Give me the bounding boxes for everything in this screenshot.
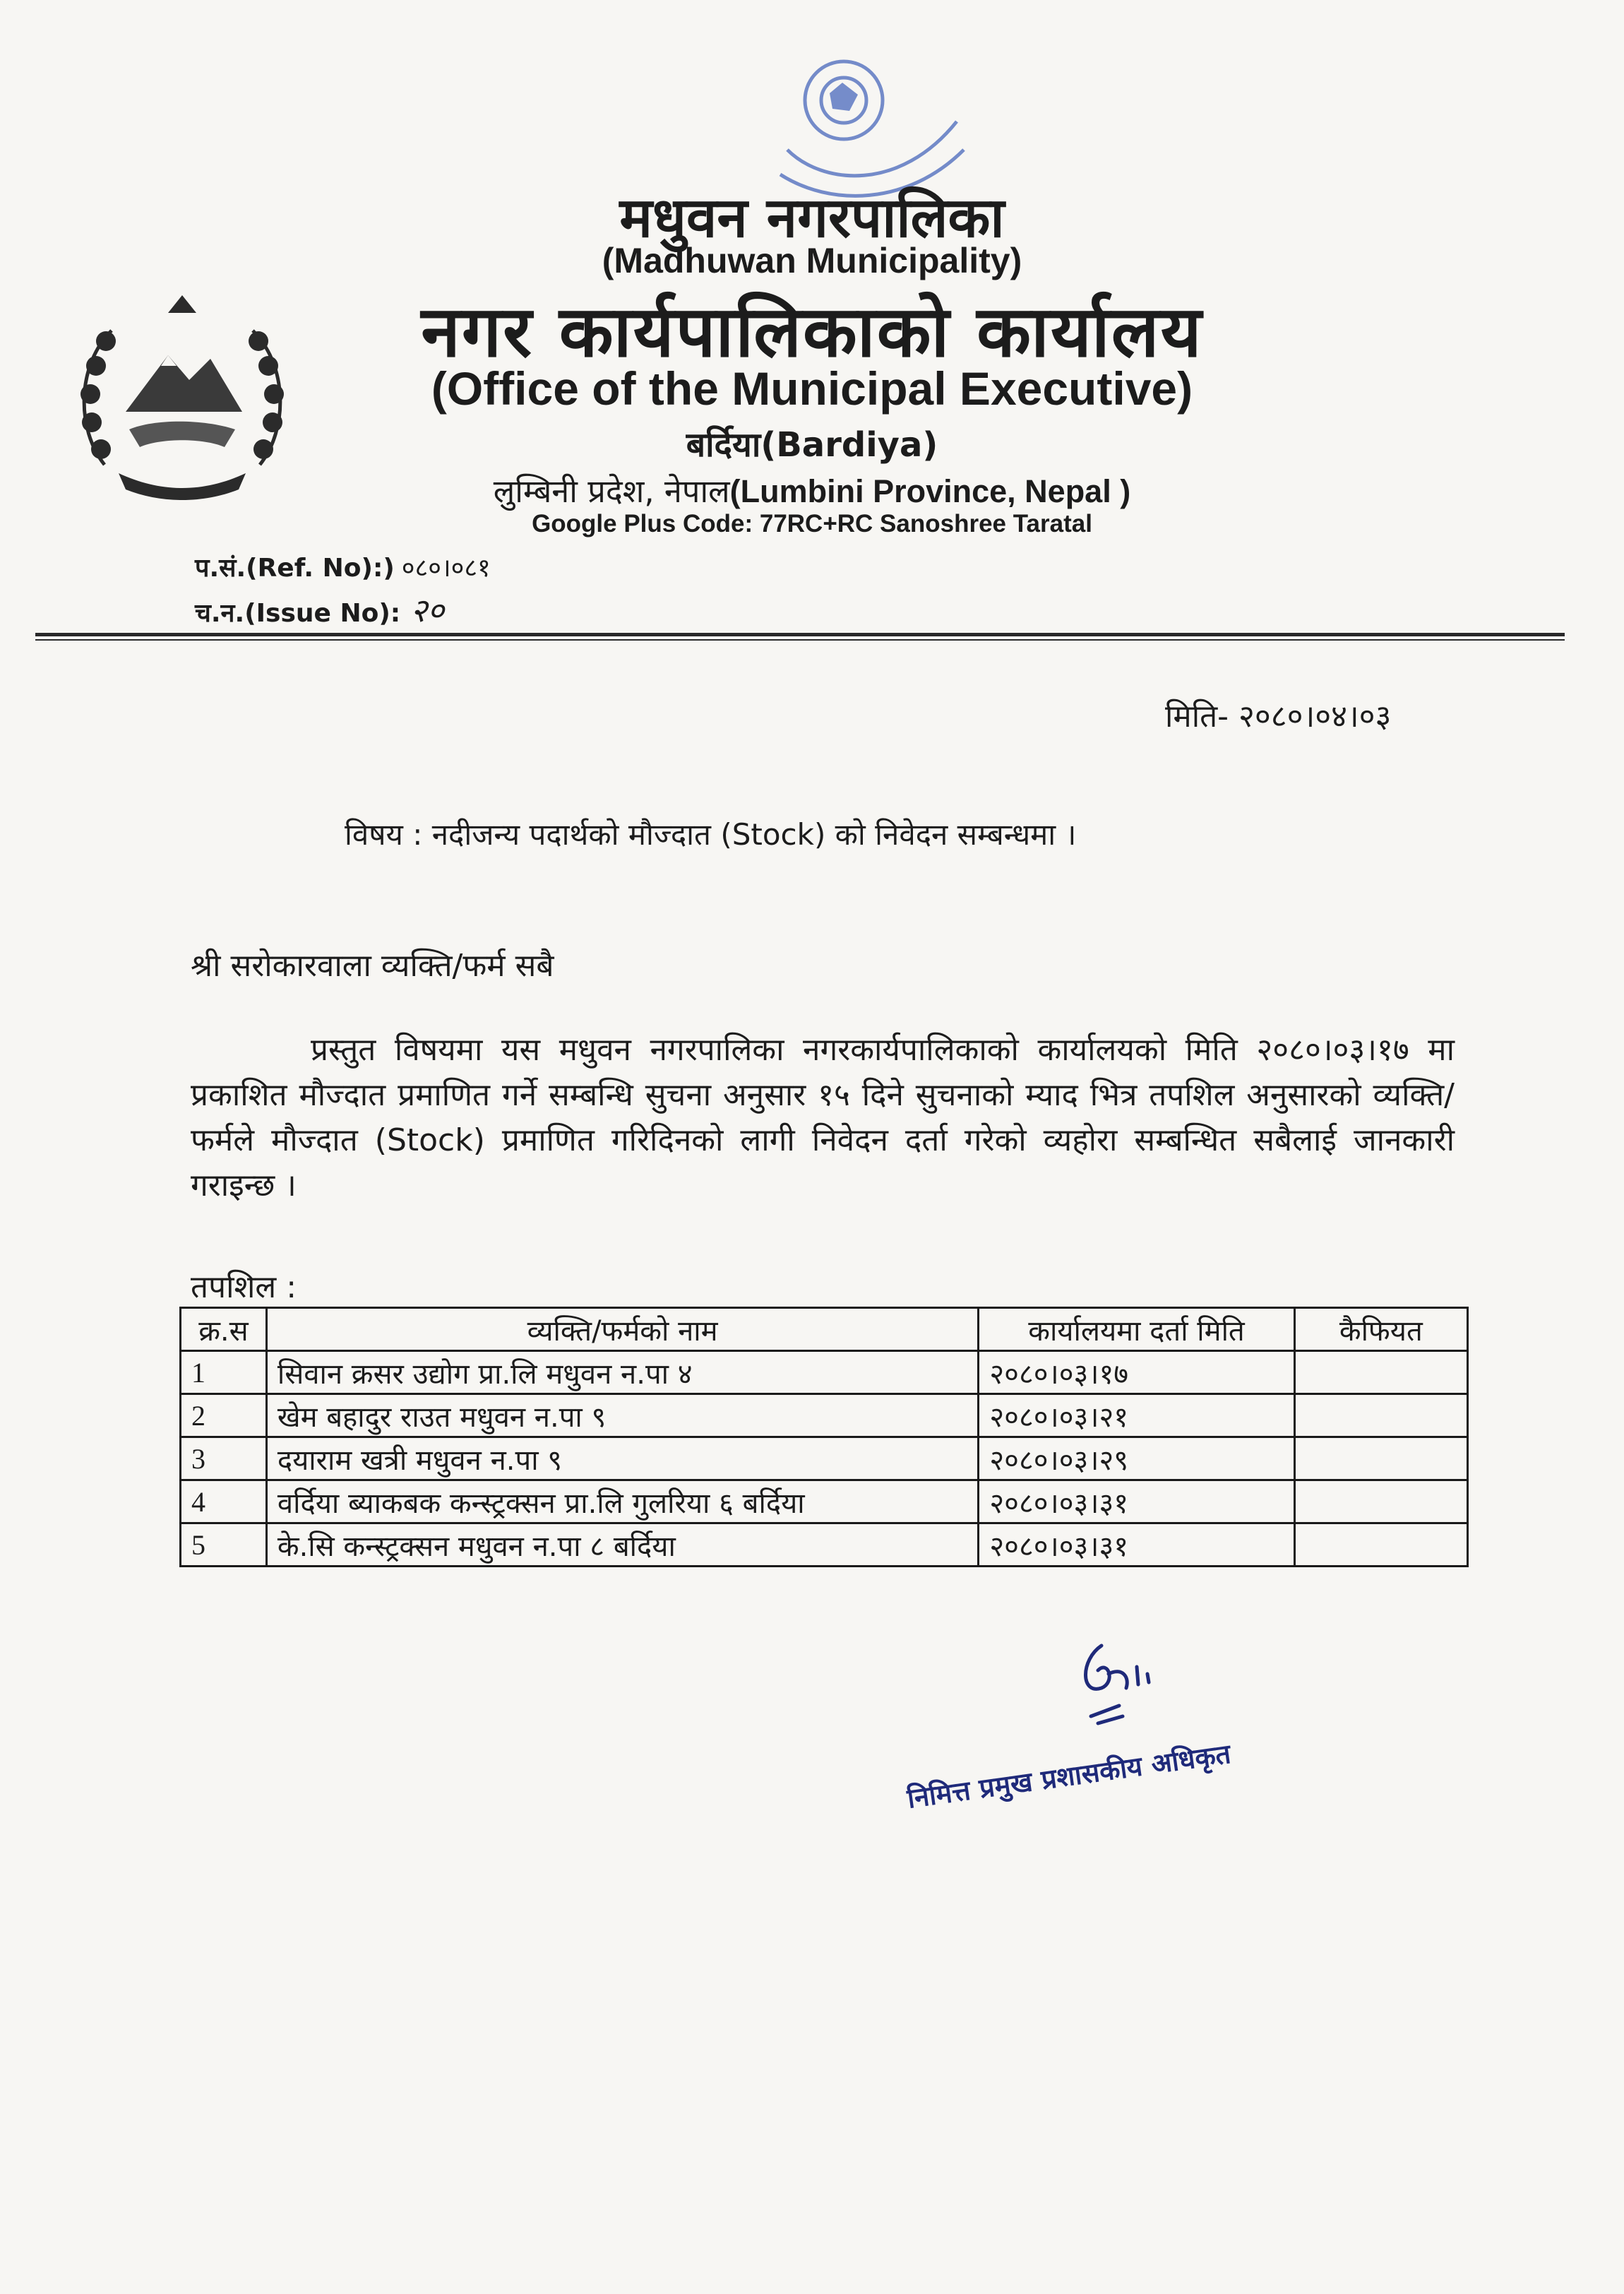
row-date: २०८०।०३।२९ [979, 1437, 1294, 1480]
row-name: सिवान क्रसर उद्योग प्रा.लि मधुवन न.पा ४ [266, 1351, 978, 1394]
row-name: के.सि कन्स्ट्रक्सन मधुवन न.पा ८ बर्दिया [266, 1523, 978, 1567]
row-date: २०८०।०३।१७ [979, 1351, 1294, 1394]
header-divider-thin [35, 639, 1565, 641]
row-remarks [1294, 1351, 1467, 1394]
plus-code: Google Plus Code: 77RC+RC Sanoshree Taratal [532, 510, 1092, 537]
ref-number [195, 549, 491, 584]
district-name: बर्दिया(Bardiya) [686, 425, 938, 465]
office-name-en: (Office of the Municipal Executive) [431, 362, 1193, 415]
row-remarks [1294, 1437, 1467, 1480]
col-reg-date: कार्यालयमा दर्ता मिति [979, 1308, 1294, 1351]
letter-subject: विषय : नदीजन्य पदार्थको मौज्दात (Stock) को निवेदन सम्बन्धमा । [345, 817, 1077, 852]
issue-number [195, 588, 444, 631]
row-remarks [1294, 1523, 1467, 1567]
ref-label: प.सं.(Ref. No):) [195, 554, 395, 583]
row-remarks [1294, 1394, 1467, 1437]
table-row [181, 1351, 1468, 1394]
table-row [181, 1523, 1468, 1567]
row-serial: 5 [181, 1523, 267, 1567]
col-serial: क्र.स [181, 1308, 267, 1351]
row-serial: 1 [181, 1351, 267, 1394]
col-remarks: कैफियत [1294, 1308, 1467, 1351]
province-en: (Lumbini Province, Nepal ) [729, 473, 1131, 509]
office-name-np: नगर कार्यपालिकाको कार्यालय [421, 290, 1203, 373]
row-serial: 3 [181, 1437, 267, 1480]
row-name: खेम बहादुर राउत मधुवन न.पा ९ [266, 1394, 978, 1437]
row-date: २०८०।०३।२१ [979, 1394, 1294, 1437]
municipality-name-en: (Madhuwan Municipality) [602, 241, 1022, 280]
row-serial: 4 [181, 1480, 267, 1523]
letter-date: मिति- २०८०।०४।०३ [1165, 699, 1392, 735]
issue-value: २० [410, 591, 445, 629]
table-header-row [181, 1308, 1468, 1351]
issue-label: च.न.(Issue No): [195, 599, 401, 628]
row-name: दयाराम खत्री मधुवन न.पा ९ [266, 1437, 978, 1480]
body-paragraph: प्रस्तुत विषयमा यस मधुवन नगरपालिका नगरकार्यपालिकाको कार्यालयको मिति २०८०।०३।१७ मा प्रकाशित मौज्दात प्रमाणित गर्ने सम्बन्धि सुचना अनुसार १५ दिने सुचनाको म्याद भित्र तपशिल अनुसारको व्यक्ति/फर्मले मौज्दात (Stock) प्रमाणित गरिदिनको लागी निवेदन दर्ता गरेको व्यहोरा सम्बन्धित सबैलाई जानकारी गराइन्छ । [191, 1032, 1455, 1204]
row-name: वर्दिया ब्याकबक कन्स्ट्रक्सन प्रा.लि गुलरिया ६ बर्दिया [266, 1480, 978, 1523]
table-row [181, 1437, 1468, 1480]
row-date: २०८०।०३।३१ [979, 1480, 1294, 1523]
table-row [181, 1394, 1468, 1437]
province-line [0, 469, 1624, 512]
ref-value: ०८०।०८१ [401, 554, 491, 583]
municipality-name-np: मधुवन नगरपालिका [619, 186, 1005, 250]
row-serial: 2 [181, 1394, 267, 1437]
signature-mark [1059, 1617, 1186, 1745]
signatory-title: निमित्त प्रमुख प्रशासकीय अधिकृत [905, 1737, 1233, 1814]
applicant-table [179, 1307, 1469, 1567]
province-np: लुम्बिनी प्रदेश, नेपाल [493, 473, 730, 510]
header-divider [35, 633, 1565, 636]
col-name: व्यक्ति/फर्मको नाम [266, 1308, 978, 1351]
row-remarks [1294, 1480, 1467, 1523]
table-label: तपशिल : [191, 1269, 297, 1305]
row-date: २०८०।०३।३१ [979, 1523, 1294, 1567]
salutation: श्री सरोकारवाला व्यक्ति/फर्म सबै [191, 948, 554, 984]
table-row [181, 1480, 1468, 1523]
